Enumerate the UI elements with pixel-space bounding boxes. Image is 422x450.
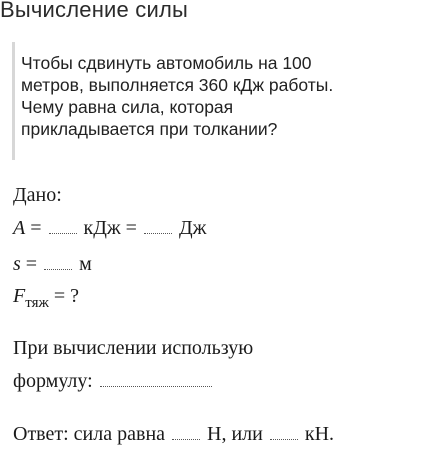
distance-unit: м [79, 253, 92, 275]
problem-line: Чему равна сила, которая [21, 97, 234, 117]
answer-prefix: Ответ: сила равна [13, 423, 171, 445]
given-force-row [13, 285, 79, 311]
problem-line: Чтобы сдвинуть автомобиль на 100 [21, 53, 312, 73]
formula-label: формулу: [13, 370, 98, 392]
formula-line-1: При вычислении использую [13, 337, 254, 359]
force-equals: = ? [48, 285, 79, 307]
work-j-blank[interactable] [144, 232, 172, 234]
given-header: Дано: [13, 184, 62, 206]
given-distance-row [13, 253, 92, 276]
work-equals: = [25, 217, 47, 239]
formula-blank[interactable] [100, 385, 212, 387]
force-symbol: F [13, 285, 26, 307]
problem-line: прикладывается при толкании? [21, 119, 278, 139]
work-kj-blank[interactable] [49, 232, 77, 234]
distance-equals: = [20, 253, 43, 275]
distance-symbol: s [13, 253, 21, 275]
problem-line: метров, выполняется 360 кДж работы. [21, 75, 334, 95]
page-title: Вычисление силы [0, 0, 189, 22]
given-work-row [13, 217, 206, 240]
work-symbol: A [13, 217, 26, 239]
answer-suffix: кН. [299, 423, 335, 445]
distance-blank[interactable] [44, 268, 72, 270]
formula-row [13, 370, 214, 393]
answer-kilonewton-blank[interactable] [270, 438, 298, 440]
answer-middle: Н, или [202, 423, 268, 445]
work-unit-j: Дж [178, 217, 207, 239]
force-subscript: тяж [25, 295, 49, 311]
answer-newton-blank[interactable] [172, 438, 200, 440]
work-unit-kj: кДж = [83, 217, 142, 239]
problem-statement [21, 52, 416, 140]
answer-row [13, 423, 334, 446]
